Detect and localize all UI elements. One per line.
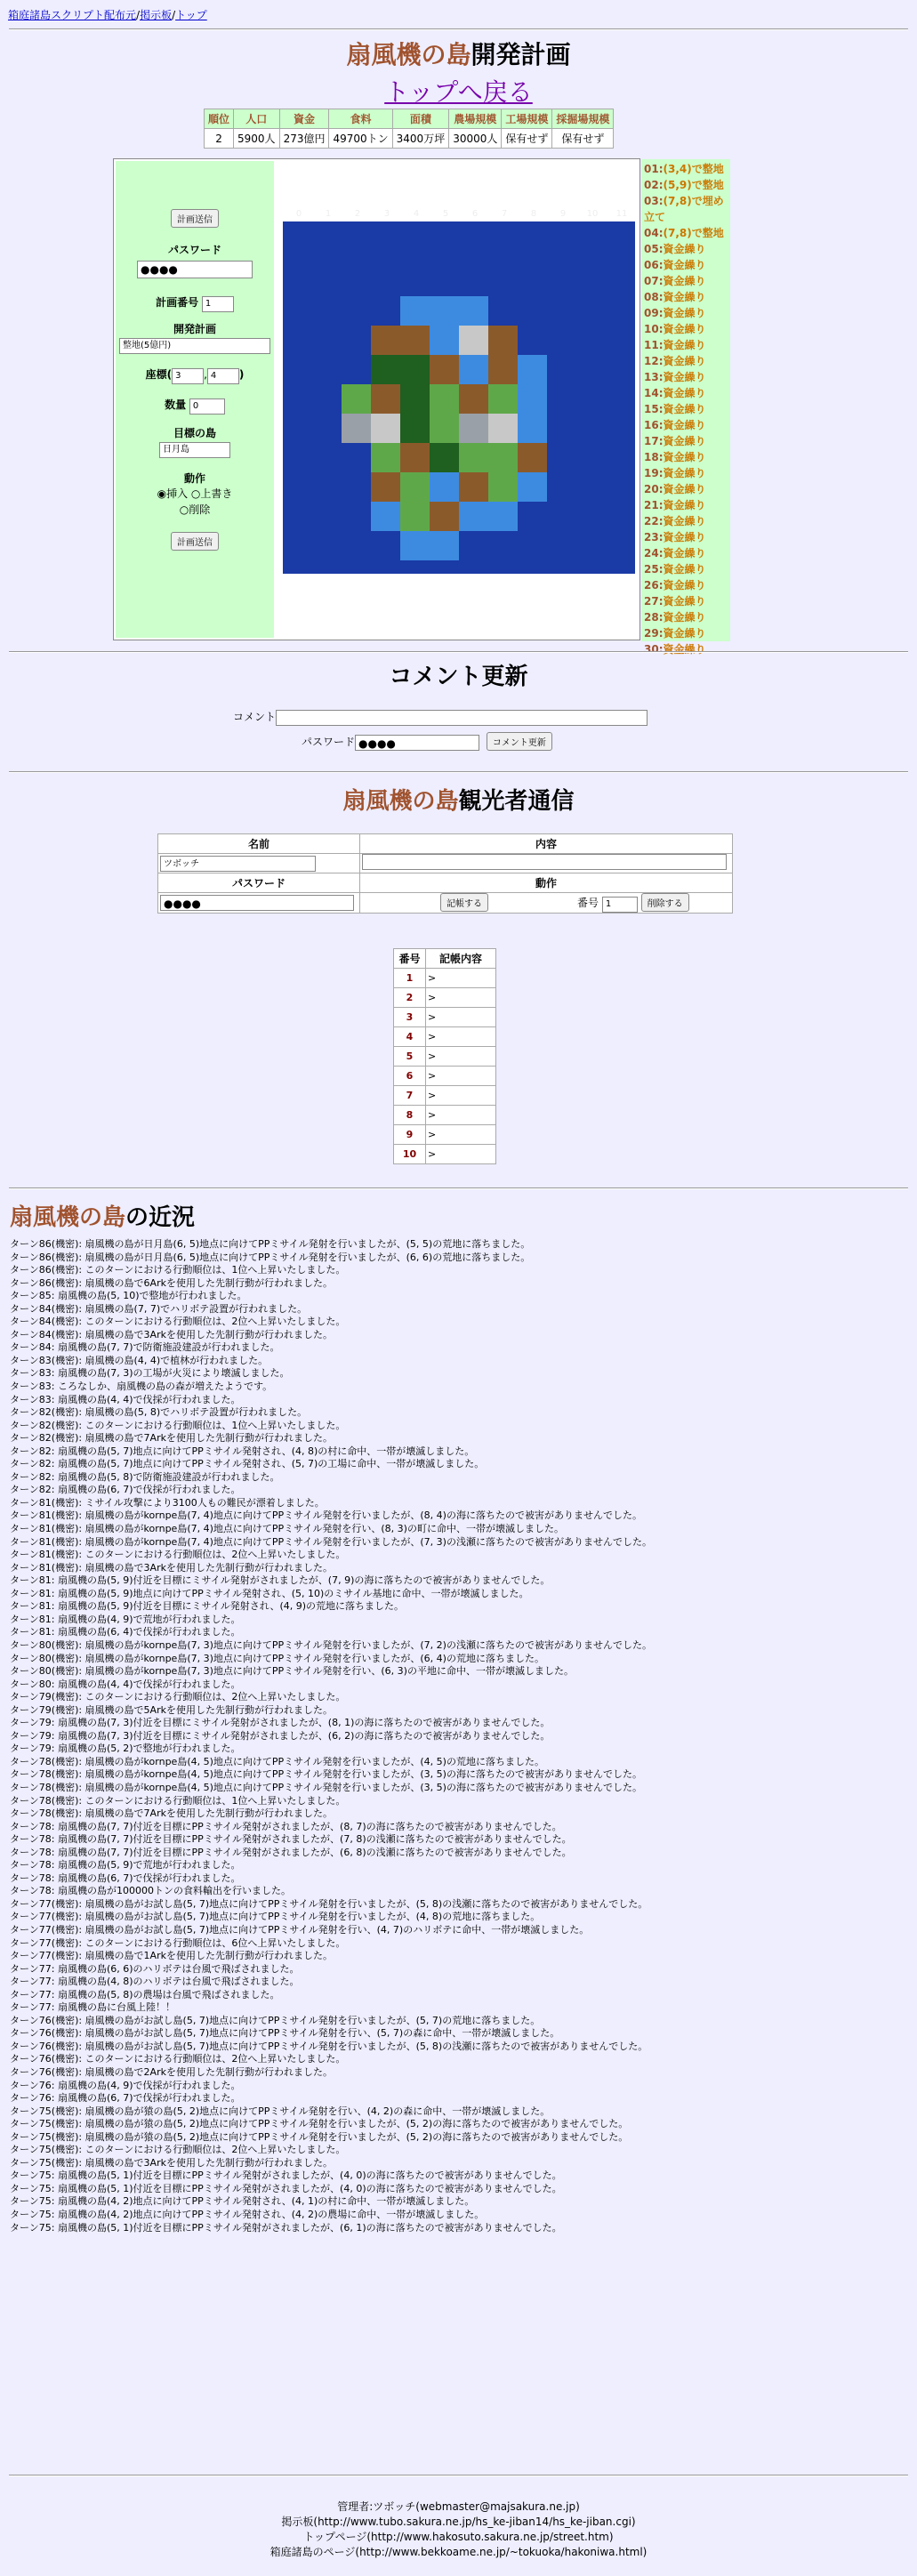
map-cell[interactable] [400,414,430,443]
status-header: 資金 [279,109,329,129]
log-entry: ターン75: 扇風機の島(4, 2)地点に向けてPPミサイル発射され、(4, 2)の農場に命中、一帯が壊滅しました。 [10,2209,485,2221]
board-row-content: > [426,1125,496,1145]
board-row-content: > [426,969,496,988]
log-entry: ターン79: 扇風機の島(5, 2)で整地が行われました。 [10,1743,241,1755]
plan-item[interactable]: 08:資金繰り [644,291,706,303]
island-map-area [278,161,637,638]
map-cell[interactable] [518,443,547,472]
board-title: 扇風機の島観光者通信 [342,788,575,815]
footer-admin: 管理者:ツボッチ(webmaster@majsakura.ne.jp) [337,2500,580,2513]
status-value: 保有せず [502,129,552,149]
log-entry: ターン79(機密): 扇風機の島で5Arkを使用した先制行動が行われました。 [10,1703,333,1716]
status-value: 2 [205,129,234,149]
plan-item[interactable]: 17:資金繰り [644,435,706,447]
map-cell[interactable] [518,355,547,384]
board-row [394,1008,496,1027]
log-entry: ターン86(機密): 扇風機の島が日月島(6, 5)地点に向けてPPミサイル発射を行いましたが、(6, 6)の荒地に落ちました。 [10,1251,531,1263]
coord-y-select[interactable]: 4 [207,368,239,384]
radio-insert[interactable]: ◉ [157,487,167,500]
plan-item[interactable]: 09:資金繰り [644,307,706,319]
board-row [394,1047,496,1067]
password-input[interactable]: ●●●● [137,261,253,278]
back-to-top-link[interactable]: トップへ戻る [384,77,533,107]
log-entry: ターン85: 扇風機の島(5, 10)で整地が行われました。 [10,1290,247,1302]
log-entry: ターン79: 扇風機の島(7, 3)付近を目標にミサイル発射がされましたが、(8, 1)の海に落ちたので被害がありませんでした。 [10,1717,551,1729]
log-entry: ターン76(機密): 扇風機の島がお試し島(5, 7)地点に向けてPPミサイル発射を行いましたが、(5, 7)の荒地に落ちました。 [10,2014,541,2026]
target-island-select[interactable]: 日月島 [159,442,230,458]
log-entry: ターン78(機密): 扇風機の島がkornpe島(4, 5)地点に向けてPPミサイル発射を行いましたが、(3, 5)の海に落ちたので被害がありませんでした。 [10,1768,642,1781]
nav-script-link[interactable]: 箱庭諸島スクリプト配布元 [8,9,137,21]
status-header: 面積 [392,109,449,129]
board-row [394,1125,496,1145]
plan-list [641,159,730,656]
plan-item[interactable]: 30:資金繰り [644,643,706,656]
plan-item[interactable]: 21:資金繰り [644,499,706,511]
log-entry: ターン81: 扇風機の島(5, 9)付近を目標にミサイル発射され、(4, 9)の荒地に落ちました。 [10,1600,405,1613]
log-entry: ターン83: 扇風機の島(4, 4)で伐採が行われました。 [10,1393,241,1405]
log-entry: ターン81(機密): このターンにおける行動順位は、2位へ上昇いたしました。 [10,1549,346,1561]
log-entry: ターン79: 扇風機の島(7, 3)付近を目標にミサイル発射がされましたが、(6, 2)の海に落ちたので被害がありませんでした。 [10,1729,551,1742]
map-cell[interactable] [400,472,430,502]
log-entry: ターン82: 扇風機の島(5, 7)地点に向けてPPミサイル発射され、(4, 8)の村に命中、一帯が壊滅しました。 [10,1445,475,1457]
map-cell[interactable] [430,502,459,531]
plan-item[interactable]: 12:資金繰り [644,355,706,367]
map-cell[interactable] [488,443,518,472]
board-row [394,988,496,1008]
plan-item[interactable]: 02:(5,9)で整地 [644,179,724,191]
status-header: 採掘場規模 [552,109,614,129]
log-entry: ターン76(機密): 扇風機の島で2Arkを使用した先制行動が行われました。 [10,2066,333,2078]
map-cell[interactable] [371,355,400,384]
divider [9,651,908,653]
map-col-label: 7 [501,209,508,219]
post-button[interactable]: 記帳する [440,893,488,912]
plan-item[interactable]: 14:資金繰り [644,387,706,399]
board-name-input[interactable]: ツボッチ [160,856,316,872]
development-plan-panel [113,158,724,656]
map-cell[interactable] [342,414,371,443]
map-cell[interactable] [430,384,459,414]
recent-title: 扇風機の島の近況 [10,1204,196,1231]
map-cell[interactable] [459,502,488,531]
log-entry: ターン84: 扇風機の島(7, 7)で防衛施設建設が行われました。 [10,1341,280,1354]
map-cell[interactable] [488,502,518,531]
island-map[interactable] [283,209,635,574]
status-value: 30000人 [449,129,502,149]
log-entry: ターン86(機密): 扇風機の島で6Arkを使用した先制行動が行われました。 [10,1276,333,1289]
log-entry: ターン82(機密): 扇風機の島(5, 8)でハリボテ設置が行われました。 [10,1406,308,1419]
log-entry: ターン78: 扇風機の島(7, 7)付近を目標にPPミサイル発射がされましたが、(6, 8)の浅瀬に落ちたので被害がありませんでした。 [10,1846,572,1858]
map-col-label: 8 [530,209,537,219]
status-header: 順位 [205,109,234,129]
plan-item[interactable]: 23:資金繰り [644,531,706,543]
log-entry: ターン83: 扇風機の島(7, 3)の工場が火災により壊滅しました。 [10,1367,290,1380]
footer-top-link[interactable]: トップページ(http://www.hakosuto.sakura.ne.jp/street.htm) [303,2531,614,2543]
coord-x-select[interactable]: 3 [172,368,204,384]
plan-item[interactable]: 06:資金繰り [644,259,706,271]
status-value: 保有せず [552,129,614,149]
board-row-number: 2 [394,988,426,1008]
log-entry: ターン80: 扇風機の島(4, 4)で伐採が行われました。 [10,1678,241,1690]
map-col-label: 11 [615,209,628,219]
map-col-label: 2 [354,209,361,219]
map-cell[interactable] [371,502,400,531]
footer-hakoniwa-link[interactable]: 箱庭諸島のページ(http://www.bekkoame.ne.jp/~tokuoka/hakoniwa.html) [269,2546,648,2558]
log-entry: ターン78: 扇風機の島が100000トンの食料輸出を行いました。 [10,1885,291,1897]
plan-item[interactable]: 19:資金繰り [644,467,706,479]
board-row-number: 6 [394,1067,426,1086]
log-entry: ターン82(機密): 扇風機の島で7Arkを使用した先制行動が行われました。 [10,1432,333,1445]
map-cell[interactable] [488,472,518,502]
top-nav: 箱庭諸島スクリプト配布元/掲示板/トップ [8,9,207,21]
log-entry: ターン78: 扇風機の島(7, 7)付近を目標にPPミサイル発射がされましたが、(8, 7)の海に落ちたので被害がありませんでした。 [10,1820,562,1832]
map-cell[interactable] [371,384,400,414]
log-entry: ターン84(機密): 扇風機の島で3Arkを使用した先制行動が行われました。 [10,1328,333,1340]
board-row-content: > [426,1106,496,1125]
map-cell[interactable] [430,531,459,560]
plan-item[interactable]: 24:資金繰り [644,547,706,559]
status-header: 食料 [329,109,392,129]
status-header: 工場規模 [502,109,552,129]
divider [9,2475,908,2476]
log-entry: ターン81(機密): 扇風機の島がkornpe島(7, 4)地点に向けてPPミサイル発射を行い、(8, 3)の町に命中、一帯が壊滅しました。 [10,1523,564,1535]
quantity-select[interactable]: 0 [189,398,225,415]
plan-item[interactable]: 10:資金繰り [644,323,706,335]
board-row-content: > [426,1047,496,1067]
log-entry: ターン75(機密): 扇風機の島で3Arkを使用した先制行動が行われました。 [10,2156,333,2169]
status-header: 農場規模 [449,109,502,129]
log-entry: ターン78: 扇風機の島(7, 7)付近を目標にPPミサイル発射がされましたが、(7, 8)の浅瀬に落ちたので被害がありませんでした。 [10,1833,572,1846]
comment-form: コメント [233,709,648,726]
action-radio-group: ◉挿入 ○上書き ○削除 [157,487,233,516]
log-entry: ターン78(機密): 扇風機の島で7Arkを使用した先制行動が行われました。 [10,1807,333,1820]
comment-input[interactable] [276,710,648,726]
log-entry: ターン77: 扇風機の島(5, 8)の農場は台風で飛ばされました。 [10,1988,280,2000]
map-cell[interactable] [430,355,459,384]
log-entry: ターン78(機密): 扇風機の島がkornpe島(4, 5)地点に向けてPPミサイル発射を行いましたが、(4, 5)の荒地に落ちました。 [10,1755,544,1767]
log-entry: ターン86(機密): 扇風機の島が日月島(6, 5)地点に向けてPPミサイル発射を行いましたが、(5, 5)の荒地に落ちました。 [10,1238,531,1250]
board-row-content: > [426,988,496,1008]
log-entry: ターン76(機密): 扇風機の島がお試し島(5, 7)地点に向けてPPミサイル発射を行い、(5, 7)の森に命中、一帯が壊滅しました。 [10,2027,560,2040]
log-entry: ターン81: 扇風機の島(4, 9)で荒地が行われました。 [10,1613,241,1625]
status-table [204,109,614,149]
map-col-label: 5 [442,209,449,219]
plan-item[interactable]: 15:資金繰り [644,403,706,415]
board-row-content: > [426,1145,496,1164]
log-entry: ターン75: 扇風機の島(5, 1)付近を目標にPPミサイル発射がされましたが、(6, 1)の海に落ちたので被害がありませんでした。 [10,2221,562,2234]
log-entry: ターン84(機密): このターンにおける行動順位は、2位へ上昇いたしました。 [10,1316,346,1328]
map-cell[interactable] [400,443,430,472]
log-entry: ターン84(機密): 扇風機の島(7, 7)でハリボテ設置が行われました。 [10,1302,308,1315]
log-entry: ターン77: 扇風機の島に台風上陸！！ [10,2001,175,2014]
log-entry: ターン79(機密): このターンにおける行動順位は、2位へ上昇いたしました。 [10,1691,346,1703]
board-row-content: > [426,1008,496,1027]
plan-item[interactable]: 27:資金繰り [644,595,706,608]
status-header: 人口 [234,109,280,129]
log-entry: ターン75: 扇風機の島(4, 2)地点に向けてPPミサイル発射され、(4, 1)の村に命中、一帯が壊滅しました。 [10,2195,475,2208]
plan-item[interactable]: 28:資金繰り [644,611,706,624]
board-row-number: 7 [394,1086,426,1106]
map-col-label: 3 [383,209,390,219]
plan-item[interactable]: 16:資金繰り [644,419,706,431]
log-entry: ターン77(機密): 扇風機の島がお試し島(5, 7)地点に向けてPPミサイル発射を行いましたが、(4, 8)の荒地に落ちました。 [10,1911,541,1923]
map-cell[interactable] [430,414,459,443]
board-row [394,1106,496,1125]
plan-item[interactable]: 13:資金繰り [644,371,706,383]
map-cell[interactable] [430,443,459,472]
board-row-content: > [426,1067,496,1086]
log-entry: ターン80(機密): 扇風機の島がkornpe島(7, 3)地点に向けてPPミサイル発射を行いましたが、(7, 2)の浅瀬に落ちたので被害がありませんでした。 [10,1638,652,1651]
log-entry: ターン81(機密): 扇風機の島で3Arkを使用した先制行動が行われました。 [10,1561,333,1574]
board-row-number: 5 [394,1047,426,1067]
log-entry: ターン80(機密): 扇風機の島がkornpe島(7, 3)地点に向けてPPミサイル発射を行いましたが、(6, 4)の荒地に落ちました。 [10,1652,544,1664]
map-cell[interactable] [518,472,547,502]
board-row [394,969,496,988]
status-value: 5900人 [234,129,280,149]
map-cell[interactable] [459,414,488,443]
status-value: 273億円 [279,129,329,149]
log-entry: ターン81: 扇風機の島(5, 9)地点に向けてPPミサイル発射され、(5, 10)のミサイル基地に命中、一帯が壊滅しました。 [10,1587,529,1599]
board-list-table: 番号 記帳内容 1 > 2 > 3 > 4 > 5 > 6 > 7 > 8 > 9 > 10 > [393,948,496,1164]
map-cell[interactable] [400,326,430,355]
board-row-content: > [426,1086,496,1106]
comment-password-input[interactable]: ●●●● [355,735,479,751]
map-col-label: 10 [586,209,599,219]
board-row-content: > [426,1027,496,1047]
board-password-input[interactable]: ●●●● [160,895,354,911]
board-row-number: 1 [394,969,426,988]
plan-form: 計画送信 パスワード ●●●● 計画番号 1 開発計画 整地(5億円) 座標( 3 , 4 ) 数量 0 目標の島 日月島 動作 ◉挿入 ○上書き ○削除 計画送信 [116,161,274,638]
map-cell[interactable] [488,414,518,443]
log-entry: ターン77: 扇風機の島(4, 8)のハリボテは台風で飛ばされました。 [10,1976,300,1988]
map-cell[interactable] [371,443,400,472]
log-entry: ターン82: 扇風機の島(5, 8)で防衛施設建設が行われました。 [10,1470,280,1483]
plan-item[interactable]: 05:資金繰り [644,243,706,255]
plan-item[interactable]: 29:資金繰り [644,627,706,640]
submit-plan-button-top[interactable]: 計画送信 [171,209,219,228]
log-entry: ターン76: 扇風機の島(4, 9)で伐採が行われました。 [10,2079,241,2091]
plan-item[interactable]: 11:資金繰り [644,339,706,351]
footer [0,2500,917,2560]
plan-item[interactable]: 20:資金繰り [644,483,706,495]
board-row-number: 10 [394,1145,426,1164]
map-cell[interactable] [488,355,518,384]
log-entry: ターン81(機密): 扇風機の島がkornpe島(7, 4)地点に向けてPPミサイル発射を行いましたが、(7, 3)の浅瀬に落ちたので被害がありませんでした。 [10,1535,652,1548]
log-entry: ターン80(機密): 扇風機の島がkornpe島(7, 3)地点に向けてPPミサイル発射を行い、(6, 3)の平地に命中、一帯が壊滅しました。 [10,1665,574,1678]
plan-item[interactable]: 22:資金繰り [644,515,706,527]
recent-log [10,1238,908,2234]
log-entry: ターン82(機密): このターンにおける行動順位は、1位へ上昇いたしました。 [10,1419,346,1431]
log-entry: ターン75(機密): 扇風機の島が猿の島(5, 2)地点に向けてPPミサイル発射を行い、(4, 2)の森に命中、一帯が壊滅しました。 [10,2105,551,2117]
plan-item[interactable]: 25:資金繰り [644,563,706,576]
map-cell[interactable] [400,355,430,384]
map-cell[interactable] [488,384,518,414]
log-entry: ターン77(機密): 扇風機の島がお試し島(5, 7)地点に向けてPPミサイル発射を行い、(4, 7)のハリボテに命中、一帯が壊滅しました。 [10,1923,590,1936]
log-entry: ターン75: 扇風機の島(5, 1)付近を目標にPPミサイル発射がされましたが、(4, 0)の海に落ちたので被害がありませんでした。 [10,2182,562,2194]
board-row-number: 3 [394,1008,426,1027]
plan-item[interactable]: 18:資金繰り [644,451,706,463]
submit-plan-button-bottom[interactable]: 計画送信 [171,532,219,551]
board-row [394,1145,496,1164]
map-cell[interactable] [371,414,400,443]
map-cell[interactable] [400,384,430,414]
log-entry: ターン86(機密): このターンにおける行動順位は、1位へ上昇いたしました。 [10,1264,346,1276]
log-entry: ターン75: 扇風機の島(5, 1)付近を目標にPPミサイル発射がされましたが、(4, 0)の海に落ちたので被害がありませんでした。 [10,2169,562,2182]
board-row [394,1027,496,1047]
plan-number-select[interactable]: 1 [202,296,234,312]
map-cell[interactable] [342,384,371,414]
nav-top-link[interactable]: トップ [175,9,207,21]
map-cell[interactable] [400,502,430,531]
plan-item[interactable]: 04:(7,8)で整地 [644,227,724,239]
map-cell[interactable] [371,326,400,355]
delete-button[interactable]: 削除する [641,893,689,912]
plan-item[interactable]: 07:資金繰り [644,275,706,287]
map-cell[interactable] [371,472,400,502]
log-entry: ターン75(機密): このターンにおける行動順位は、2位へ上昇いたしました。 [10,2144,346,2156]
map-col-label: 6 [471,209,479,219]
nav-bbs-link[interactable]: 掲示板 [140,9,173,21]
map-cell[interactable] [459,296,488,326]
map-cell[interactable] [459,472,488,502]
log-entry: ターン76(機密): このターンにおける行動順位は、2位へ上昇いたしました。 [10,2053,346,2065]
log-entry: ターン76(機密): 扇風機の島がお試し島(5, 7)地点に向けてPPミサイル発射を行いましたが、(5, 8)の浅瀬に落ちたので被害がありませんでした。 [10,2040,648,2052]
map-cell[interactable] [430,326,459,355]
log-entry: ターン81(機密): ミサイル攻撃により3100人もの難民が漂着しました。 [10,1496,325,1509]
log-entry: ターン81(機密): 扇風機の島がkornpe島(7, 4)地点に向けてPPミサイル発射を行いましたが、(8, 4)の海に落ちたので被害がありませんでした。 [10,1509,642,1522]
map-cell[interactable] [518,384,547,414]
map-col-label: 1 [325,209,332,219]
delete-number-select[interactable]: 1 [602,897,638,913]
comment-update-button[interactable]: コメント更新 [487,732,552,751]
map-col-label: 4 [413,209,420,219]
plan-item[interactable]: 03:(7,8)で埋め立て [644,195,724,223]
log-entry: ターン78: 扇風機の島(6, 7)で伐採が行われました。 [10,1872,241,1884]
map-col-label: 9 [559,209,567,219]
board-form-table: 名前 内容 ツボッチ パスワード 動作 ●●●● 記帳する 番号 1 削除する [157,833,733,914]
log-entry: ターン78(機密): このターンにおける行動順位は、1位へ上昇いたしました。 [10,1794,346,1807]
map-cell[interactable] [488,326,518,355]
plan-item[interactable]: 01:(3,4)で整地 [644,163,724,175]
map-cell[interactable] [518,414,547,443]
log-entry: ターン82: 扇風機の島(6, 7)で伐採が行われました。 [10,1484,241,1496]
map-cell[interactable] [459,355,488,384]
log-entry: ターン83: ころなしか、扇風機の島の森が増えたようです。 [10,1381,273,1393]
map-cell[interactable] [430,472,459,502]
footer-bbs-link[interactable]: 掲示板(http://www.tubo.sakura.ne.jp/hs_ke-jiban14/hs_ke-jiban.cgi) [281,2516,636,2528]
log-entry: ターン81: 扇風機の島(6, 4)で伐採が行われました。 [10,1626,241,1638]
log-entry: ターン77(機密): 扇風機の島で1Arkを使用した先制行動が行われました。 [10,1950,333,1962]
log-entry: ターン81: 扇風機の島(5, 9)付近を目標にミサイル発射がされましたが、(7, 9)の海に落ちたので被害がありませんでした。 [10,1574,551,1587]
board-row-number: 9 [394,1125,426,1145]
log-entry: ターン78: 扇風機の島(5, 9)で荒地が行われました。 [10,1859,241,1872]
log-entry: ターン77(機密): このターンにおける行動順位は、6位へ上昇いたしました。 [10,1936,346,1949]
board-row-number: 4 [394,1027,426,1047]
map-cell[interactable] [459,384,488,414]
page-title: 扇風機の島開発計画 [346,40,571,69]
board-content-input[interactable] [362,854,727,870]
plan-item[interactable]: 26:資金繰り [644,579,706,592]
map-cell[interactable] [459,326,488,355]
map-cell[interactable] [459,443,488,472]
radio-overwrite[interactable]: ○ [190,487,201,500]
plan-select[interactable]: 整地(5億円) [119,338,270,354]
board-row [394,1086,496,1106]
board-row-number: 8 [394,1106,426,1125]
map-cell[interactable] [400,531,430,560]
map-cell[interactable] [400,296,430,326]
log-entry: ターン75(機密): 扇風機の島が猿の島(5, 2)地点に向けてPPミサイル発射を行いましたが、(5, 2)の海に落ちたので被害がありませんでした。 [10,2118,629,2130]
status-value: 49700トン [329,129,392,149]
divider [9,771,908,773]
divider [9,1187,908,1189]
log-entry: ターン77(機密): 扇風機の島がお試し島(5, 7)地点に向けてPPミサイル発射を行いましたが、(5, 8)の浅瀬に落ちたので被害がありませんでした。 [10,1897,648,1910]
log-entry: ターン76: 扇風機の島(6, 7)で伐採が行われました。 [10,2092,241,2105]
log-entry: ターン82: 扇風機の島(5, 7)地点に向けてPPミサイル発射され、(5, 7)の工場に命中、一帯が壊滅しました。 [10,1458,485,1470]
divider [9,28,908,30]
radio-delete[interactable]: ○ [179,503,189,516]
log-entry: ターン75(機密): 扇風機の島が猿の島(5, 2)地点に向けてPPミサイル発射を行いましたが、(5, 2)の海に落ちたので被害がありませんでした。 [10,2130,629,2143]
log-entry: ターン77: 扇風機の島(6, 6)のハリボテは台風で飛ばされました。 [10,1962,300,1975]
map-col-label: 0 [295,209,302,219]
board-row [394,1067,496,1086]
status-value: 3400万坪 [392,129,449,149]
map-cell[interactable] [430,296,459,326]
comment-title: コメント更新 [389,664,528,690]
log-entry: ターン83(機密): 扇風機の島(4, 4)で植林が行われました。 [10,1354,269,1366]
log-entry: ターン78(機密): 扇風機の島がkornpe島(4, 5)地点に向けてPPミサイル発射を行いましたが、(3, 5)の海に落ちたので被害がありませんでした。 [10,1781,642,1793]
